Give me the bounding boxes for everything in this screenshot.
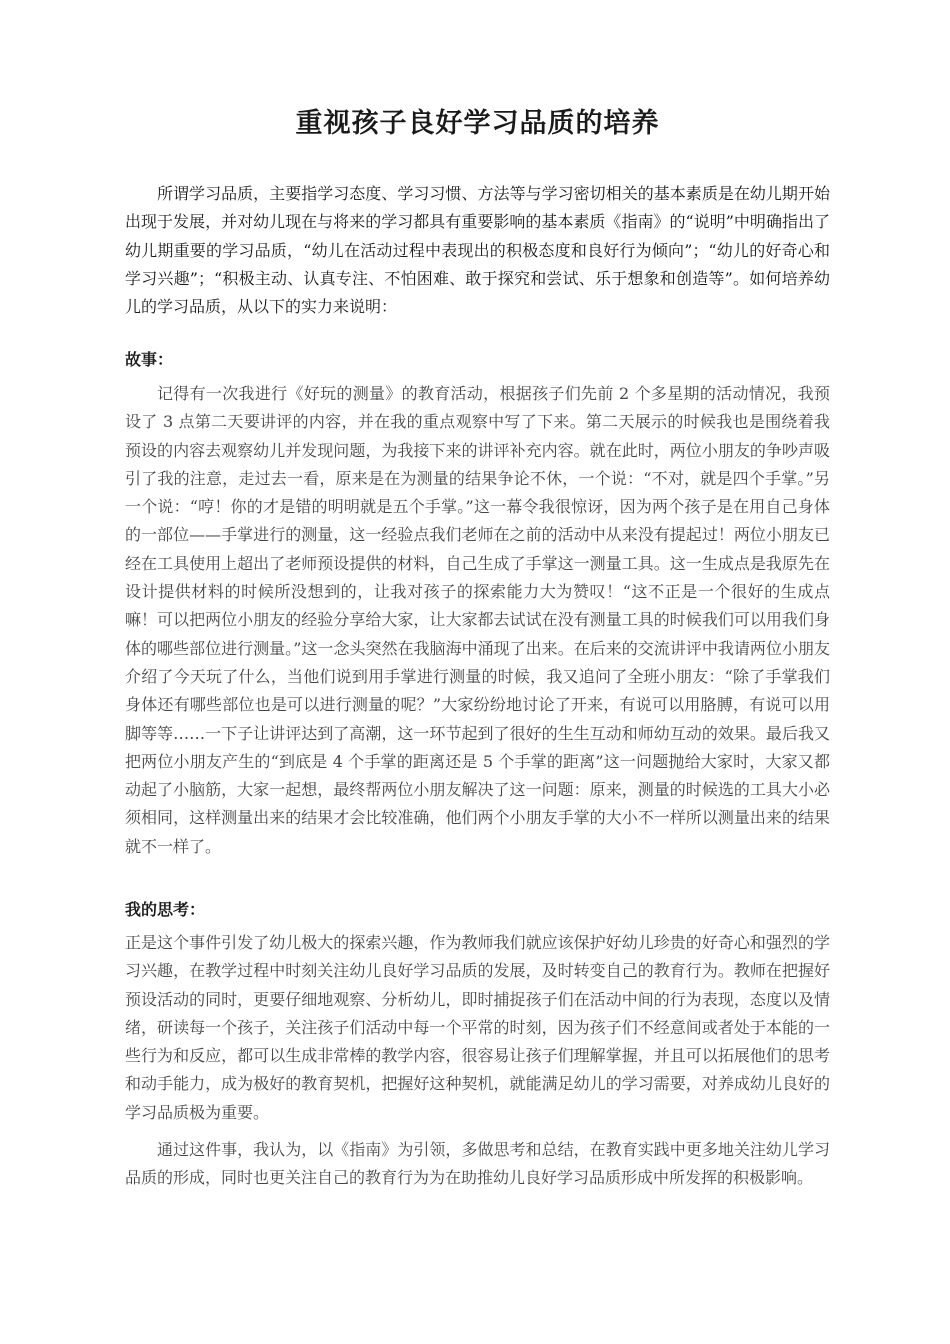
conclusion-paragraph: 通过这件事，我认为，以《指南》为引领，多做思考和总结，在教育实践中更多地关注幼儿学习品质的形成，同时也更关注自己的教育行为为在助推幼儿良好学习品质形成中所发挥的积极影响。 [125, 1140, 830, 1188]
document-title: 重视孩子良好学习品质的培养 [295, 108, 660, 139]
story-paragraph: 记得有一次我进行《好玩的测量》的教育活动，根据孩子们先前 2 个多星期的活动情况，我预设了 3 点第二天要讲评的内容，并在我的重点观察中写了下来。第二天展示的时候我也是围绕着我预设的内容去观察幼儿并发现问题，为我接下来的讲评补充内容。就在此时，两位小朋友的争吵声吸引了我的注意，走过去一看，原来是在为测量的结果争论不休，一个说：“不对，就是四个手掌。”另一个说：“哼！你的才是错的明明就是五个手掌。”这一幕令我很惊讶，因为两个孩子是在用自己身体的一部位——手掌进行的测量，这一经验点我们老师在之前的活动中从来没有提起过！两位小朋友已经在工具使用上超出了老师预设提供的材料，自己生成了手掌这一测量工具。这一生成点是我原先在设计提供材料的时候所没想到的，让我对孩子的探索能力大为赞叹！“这不正是一个很好的生成点嘛！可以把两位小朋友的经验分享给大家，让大家都去试试在没有测量工具的时候我们可以用我们身体的哪些部位进行测量。”这一念头突然在我脑海中涌现了出来。在后来的交流讲评中我请两位小朋友介绍了今天玩了什么，当他们说到用手掌进行测量的时候，我又追问了全班小朋友：“除了手掌我们身体还有哪些部位也是可以进行测量的呢？”大家纷纷地讨论了开来，有说可以用胳膊，有说可以用脚等等……一下子让讲评达到了高潮，这一环节起到了很好的生生互动和师幼互动的效果。最后我又把两位小朋友产生的“到底是 4 个手掌的距离还是 5 个手掌的距离”这一问题抛给大家时，大家又都动起了小脑筋，大家一起想，最终帮两位小朋友解决了这一问题：原来，测量的时候选的工具大小必须相同，这样测量出来的结果才会比较准确，他们两个小朋友手掌的大小不一样所以测量出来的结果就不一样了。 [125, 384, 830, 856]
story-heading: 故事： [125, 350, 174, 369]
intro-paragraph: 所谓学习品质，主要指学习态度、学习习惯、方法等与学习密切相关的基本素质是在幼儿期开始出现于发展，并对幼儿现在与将来的学习都具有重要影响的基本素质《指南》的“说明”中明确指出了幼儿期重要的学习品质，“幼儿在活动过程中表现出的积极态度和良好行为倾向”；“幼儿的好奇心和学习兴趣”；“积极主动、认真专注、不怕困难、敢于探究和尝试、乐于想象和创造等”。如何培养幼儿的学习品质，从以下的实力来说明： [125, 184, 830, 317]
thoughts-heading: 我的思考： [125, 900, 206, 919]
thoughts-paragraph: 正是这个事件引发了幼儿极大的探索兴趣，作为教师我们就应该保护好幼儿珍贵的好奇心和强烈的学习兴趣，在教学过程中时刻关注幼儿良好学习品质的发展，及时转变自己的教育行为。教师在把握好预设活动的同时，更要仔细地观察、分析幼儿，即时捕捉孩子们在活动中间的行为表现，态度以及情绪，研读每一个孩子，关注孩子们活动中每一个平常的时刻，因为孩子们不经意间或者处于本能的一些行为和反应，都可以生成非常棒的教学内容，很容易让孩子们理解掌握，并且可以拓展他们的思考和动手能力，成为极好的教育契机，把握好这种契机，就能满足幼儿的学习需要，对养成幼儿良好的学习品质极为重要。 [125, 933, 830, 1122]
